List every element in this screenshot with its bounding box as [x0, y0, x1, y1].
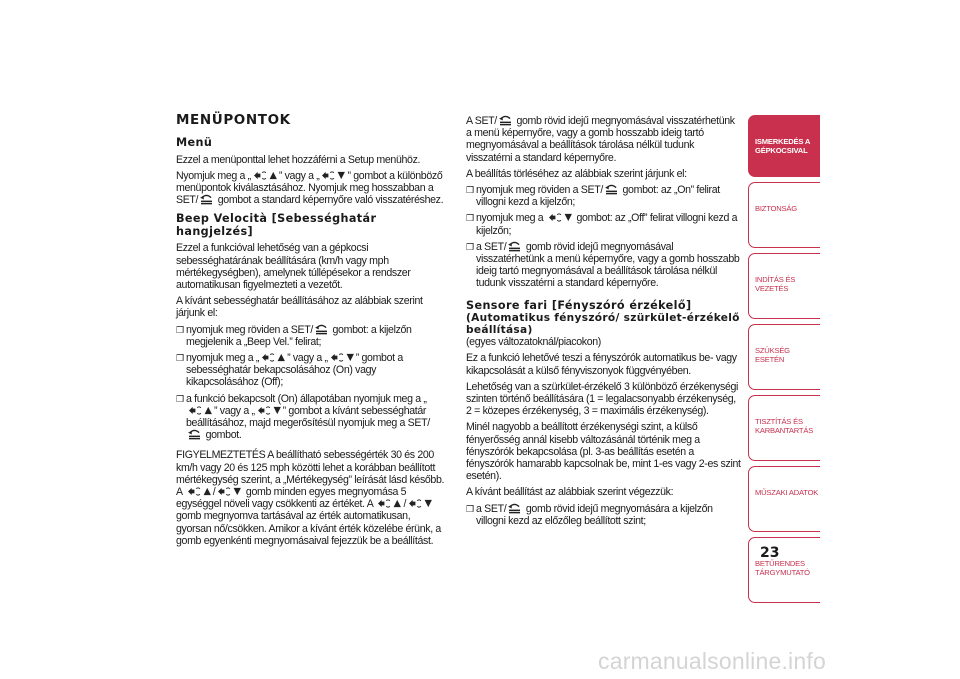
watermark: carmanualsonline.info [598, 648, 826, 674]
list-item: ❒ nyomjuk meg a „ ” vagy a „ ” gombot a sebességhatár bekapcsolásához (On) vagy kikapcsolásához (Off); [176, 351, 403, 389]
sensor-paragraph-4: A kívánt beállítást az alábbiak szerint végezzük: [466, 486, 674, 499]
menu-subheading: Menü [176, 136, 213, 149]
tab-targymutato[interactable]: BETŰRENDES TÁRGYMUTATÓ [748, 537, 820, 603]
warning-paragraph: FIGYELMEZTETÉS A beállítható sebességérték 30 és 200 km/h vagy 20 és 125 mph közötti lehet a korábban beállított mértékegység szerint, a „Mértékegység” leírását lásd később. A / gomb minden egyes megnyomása 5 egységgel növeli vagy csökkenti az értéket. A / gomb megnyomva tartásával az érték automatikusan, gyorsan nő/csökken. Amikor a kívánt érték közelébe érünk, a gomb egyenkénti megnyomásaival fejezzük be a beállítást. [176, 449, 445, 547]
list-item: ❒ nyomjuk meg röviden a SET/ gombot: a kijelzőn megjelenik a „Beep Vel.” felirat; [176, 323, 412, 348]
menu-paragraph-2: Nyomjuk meg a „ ” vagy a „ ” gombot a különböző menüpontok kiválasztásához. Nyomjuk meg hosszabban a SET/ gombot a standard képernyőre való visszatéréshez. [176, 169, 444, 207]
back-button-icon [507, 241, 522, 252]
bullet-icon: ❒ [466, 213, 474, 224]
down-arrow-button-icon [329, 352, 355, 363]
tab-muszaki[interactable]: MŰSZAKI ADATOK [748, 466, 820, 532]
sensor-subheading: Sensore fari [Fényszóró érzékelő] [466, 298, 692, 312]
bullet-icon: ❒ [176, 393, 184, 404]
sensor-paragraph-3: Minél nagyobb a beállított érzékenységi szint, a külső fényerősség annál kisebb változásánál történik meg a fényszórók bekapcsolása (pl. 3-as beállítás esetén a fényszórók hamarabb kapcsolnak be, mint 1-es vagy 2-es szint esetén). [466, 421, 741, 483]
back-button-icon [498, 115, 513, 126]
bullet-icon: ❒ [466, 185, 474, 196]
down-arrow-button-icon [256, 405, 282, 416]
bullet-icon: ❒ [466, 503, 474, 514]
bullet-icon: ❒ [176, 352, 184, 363]
sensor-subheading-2: (Automatikus fényszóró/ szürkület-érzékelő beállítása) [466, 312, 740, 337]
up-arrow-button-icon [187, 405, 213, 416]
down-arrow-button-icon [407, 498, 433, 509]
page-number: 23 [760, 545, 780, 561]
tab-szukseg[interactable]: SZÜKSÉG ESETÉN [748, 324, 820, 390]
list-item: ❒ a SET/ gomb rövid idejű megnyomására a kijelzőn villogni kezd az előzőleg beállított szint; [466, 502, 713, 527]
bullet-icon: ❒ [466, 241, 474, 252]
right-paragraph-2: A beállítás törléséhez az alábbiak szerint járjunk el: [466, 167, 687, 180]
beep-paragraph-2: A kívánt sebességhatár beállításához az alábbiak szerint járjunk el: [176, 295, 423, 320]
down-arrow-button-icon [320, 170, 346, 181]
tab-tisztitas[interactable]: TISZTÍTÁS ÉS KARBANTARTÁS [748, 395, 820, 461]
right-paragraph-1: A SET/ gomb rövid idejű megnyomásával visszatérhetünk a menü képernyőre, vagy a gomb hosszabb ideig tartó megnyomásával a beállítások tárolása nélkül tudunk visszatérni a standard képernyőre. [466, 115, 735, 164]
bullet-icon: ❒ [176, 324, 184, 335]
back-button-icon [507, 503, 522, 514]
tab-inditas[interactable]: INDÍTÁS ÉS VEZETÉS [748, 253, 820, 319]
up-arrow-button-icon [186, 486, 212, 497]
up-arrow-button-icon [260, 352, 286, 363]
down-arrow-button-icon [216, 486, 242, 497]
sensor-note: (egyes változatoknál/piacokon) [466, 336, 601, 349]
list-item: ❒ a funkció bekapcsolt (On) állapotában nyomjuk meg a „” vagy a „ ” gombot a kívánt sebességhatár beállításához, majd megerősítésül nyomjuk meg a SET/ gombot. [176, 392, 430, 442]
sensor-paragraph-1: Ez a funkció lehetővé teszi a fényszórók automatikus be- vagy kikapcsolását a külső fényviszonyok függvényében. [466, 352, 737, 377]
list-item: ❒ nyomjuk meg röviden a SET/ gombot: az „On” felirat villogni kezd a kijelzőn; [466, 184, 720, 209]
tab-ismerkedes[interactable]: ISMERKEDÉS A GÉPKOCSIVAL [748, 115, 820, 177]
right-column [466, 115, 742, 531]
beep-paragraph-1: Ezzel a funkcióval lehetőség van a gépkocsi sebességhatárának beállítására (km/h vagy mph mértékegységben), amelynek túllépésekor a rendszer automatikusan figyelmezteti a vezetőt. [176, 242, 411, 291]
back-button-icon [604, 184, 619, 195]
left-column [176, 113, 446, 551]
tab-biztonsag[interactable]: BIZTONSÁG [748, 182, 820, 248]
list-item: ❒ a SET/ gomb rövid idejű megnyomásával visszatérhetünk a menü képernyőre, vagy a gomb hosszabb ideig tartó megnyomásával a beállítások tárolása nélkül tudunk visszatérni a standard képernyőre. [466, 240, 740, 290]
up-arrow-button-icon [252, 170, 278, 181]
sensor-paragraph-2: Lehetőség van a szürkület-érzékelő 3 különböző érzékenységi szinten történő beállítására (1 = legalacsonyabb érzékenység, 2 = közepes érzékenység, 3 = maximális érzékenység). [466, 380, 739, 418]
back-button-icon [187, 429, 202, 440]
up-arrow-button-icon [376, 498, 402, 509]
section-heading: MENÜPONTOK [176, 112, 291, 128]
menu-paragraph-1: Ezzel a menüponttal lehet hozzáférni a Setup menühöz. [176, 153, 421, 166]
beep-subheading: Beep Velocità [Sebességhatár hangjelzés] [176, 212, 377, 238]
back-button-icon [199, 194, 214, 205]
back-button-icon [314, 324, 329, 335]
list-item: ❒ nyomjuk meg a gombot: az „Off” felirat villogni kezd a kijelzőn; [466, 212, 738, 237]
down-arrow-button-icon [547, 212, 573, 223]
chapter-tabs [748, 115, 820, 608]
